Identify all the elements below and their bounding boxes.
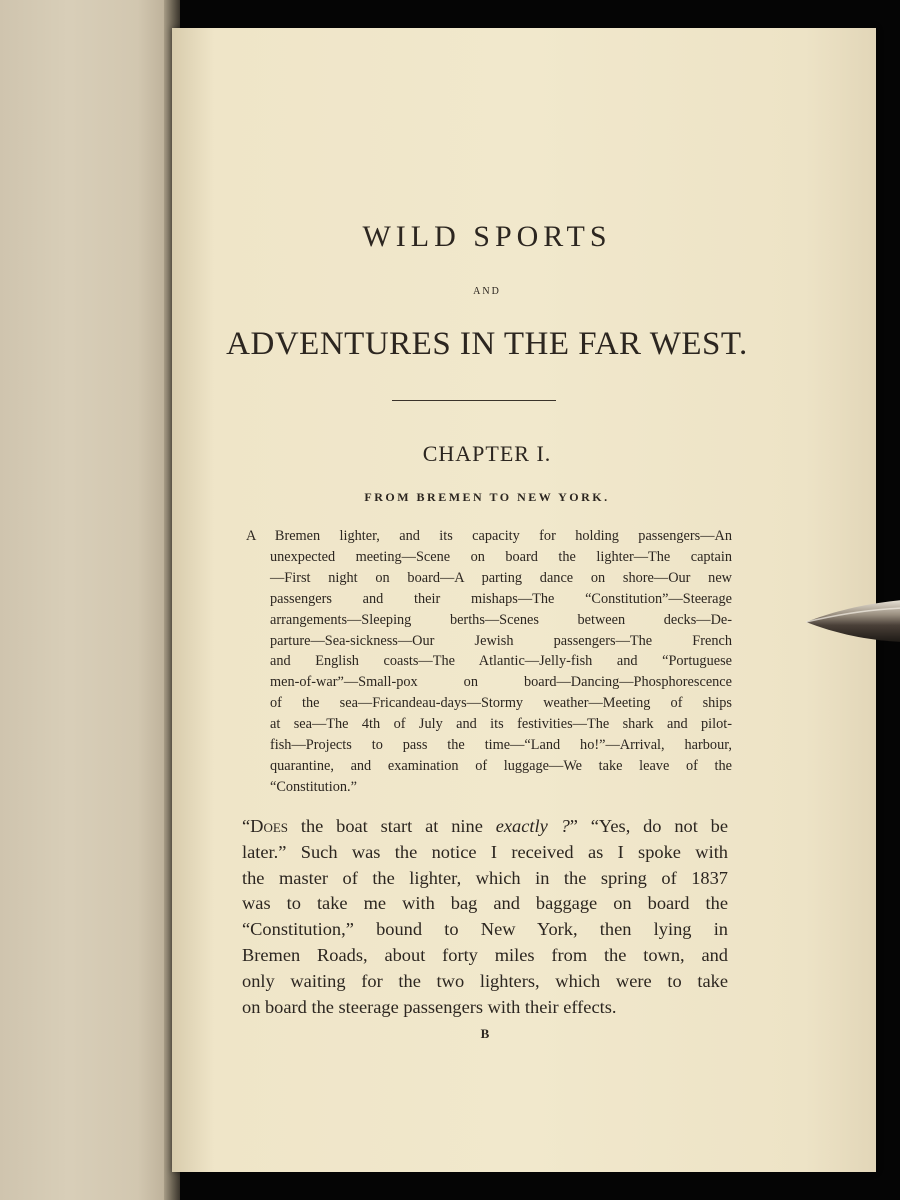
opening-word: “Does (242, 816, 289, 836)
synopsis-line: at sea—The 4th of July and its festivities—The shark and pilot- (270, 716, 732, 733)
synopsis-line: quarantine, and examination of luggage—We take leave of the (270, 757, 732, 774)
chapter-subtitle: FROM BREMEN TO NEW YORK. (364, 490, 610, 504)
title-line-2: ADVENTURES IN THE FAR WEST. (226, 326, 748, 362)
synopsis-line: and English coasts—The Atlantic—Jelly-fish and “Portuguese (270, 653, 732, 670)
right-page (172, 28, 876, 1172)
page-pointer-icon (802, 590, 900, 650)
signature-mark: B (480, 1026, 490, 1041)
left-page (0, 0, 172, 1200)
body-line-opening (242, 814, 728, 840)
body-line: Bremen Roads, about forty miles from the town, and (242, 944, 728, 965)
synopsis-line: unexpected meeting—Scene on board the lighter—The captain (270, 548, 732, 565)
opening-text: the boat start at nine (288, 816, 496, 836)
synopsis-line: —First night on board—A parting dance on shore—Our new (270, 569, 732, 586)
title-rule (392, 400, 556, 401)
chapter-heading: CHAPTER I. (422, 441, 552, 466)
synopsis-line: men-of-war”—Small-pox on board—Dancing—Phosphorescence (270, 674, 732, 691)
body-line: was to take me with bag and baggage on board the (242, 893, 728, 914)
synopsis-line: arrangements—Sleeping berths—Scenes between decks—De- (270, 611, 732, 628)
synopsis-line: fish—Projects to pass the time—“Land ho!”—Arrival, harbour, (270, 737, 732, 754)
synopsis-line: parture—Sea-sickness—Our Jewish passengers—The French (270, 632, 732, 649)
chapter-synopsis (246, 526, 732, 798)
body-line: only waiting for the two lighters, which were to take (242, 970, 728, 991)
body-line: “Constitution,” bound to New York, then lying in (242, 919, 728, 940)
title-line-1: WILD SPORTS (362, 220, 612, 253)
title-connector: AND (473, 286, 501, 297)
synopsis-line: “Constitution.” (270, 778, 357, 795)
body-line: on board the steerage passengers with their effects. (242, 996, 617, 1017)
opening-italic: exactly ? (495, 816, 570, 836)
body-line: the master of the lighter, which in the spring of 1837 (242, 867, 728, 888)
synopsis-line: A Bremen lighter, and its capacity for holding passengers—An (246, 528, 732, 544)
body-line: later.” Such was the notice I received as I spoke with (242, 841, 728, 862)
opening-text-end: ” “Yes, do not be (569, 816, 729, 836)
synopsis-line: passengers and their mishaps—The “Constitution”—Steerage (270, 590, 732, 607)
body-paragraph (242, 814, 728, 1020)
synopsis-line: of the sea—Fricandeau-days—Stormy weather—Meeting of ships (270, 695, 732, 712)
